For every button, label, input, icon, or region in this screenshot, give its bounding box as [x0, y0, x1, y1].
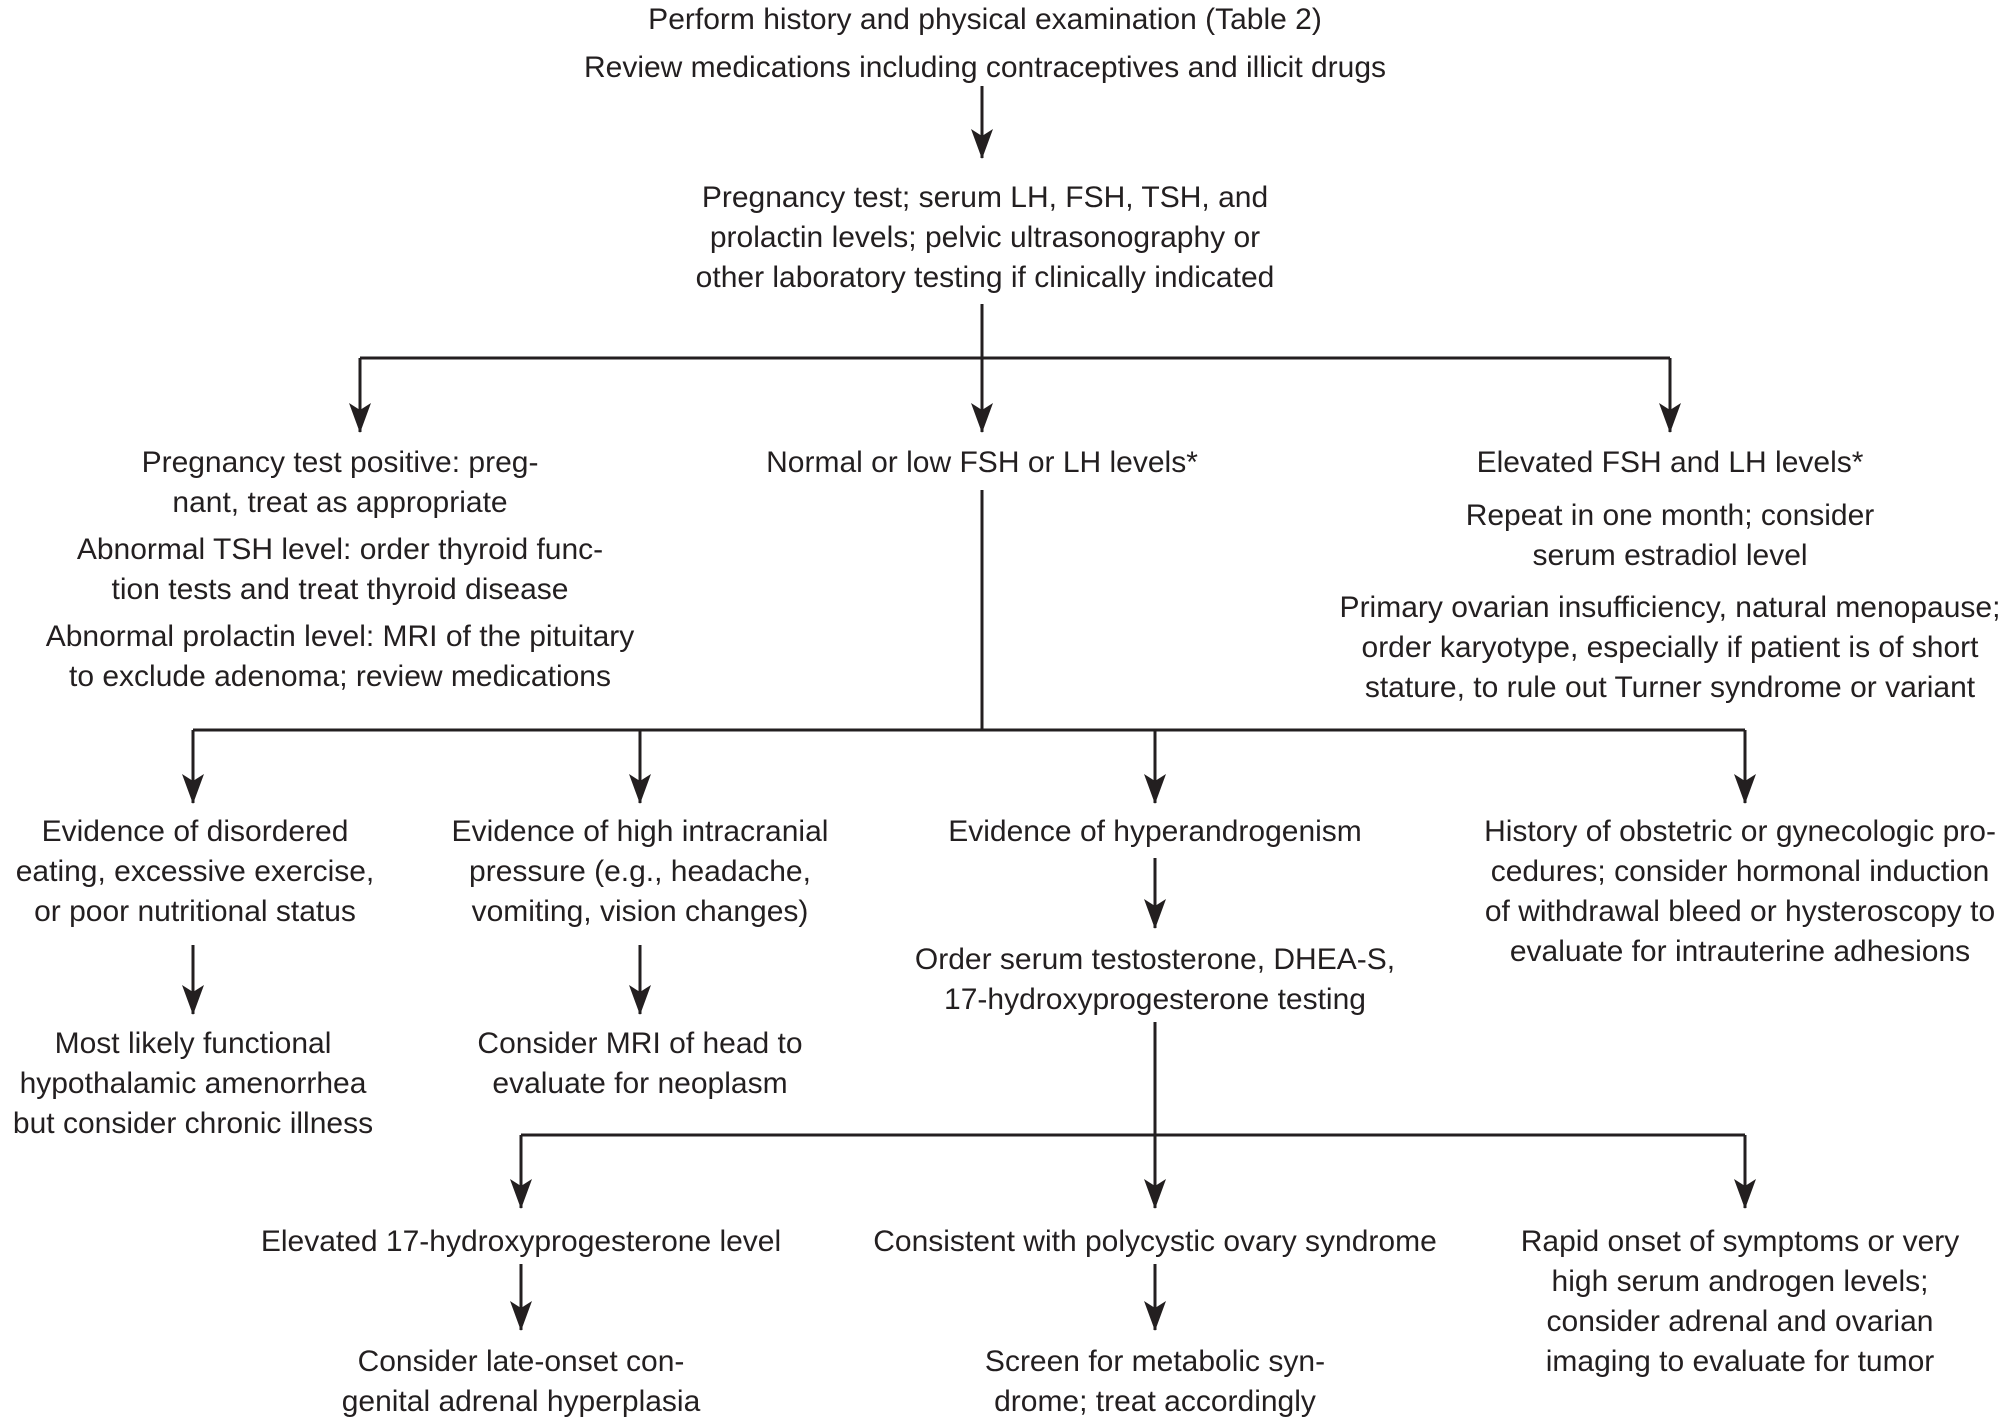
text-line: Pregnancy test; serum LH, FSH, TSH, and: [701, 181, 1269, 214]
text-line: stature, to rule out Turner syndrome or variant: [1364, 671, 1976, 704]
text-line: but consider chronic illness: [12, 1107, 374, 1140]
text-line: evaluate for intrauterine adhesions: [1509, 935, 1971, 968]
text-line: or poor nutritional status: [34, 895, 356, 928]
node-disordered-eating: [16, 812, 375, 932]
text-line: Abnormal TSH level: order thyroid func-: [76, 533, 604, 566]
text-line: Elevated FSH and LH levels*: [1476, 446, 1864, 479]
text-line: Rapid onset of symptoms or very: [1520, 1225, 1960, 1258]
text-line: Order serum testosterone, DHEA-S,: [914, 943, 1396, 976]
node-hyperandrogenism: [948, 812, 1362, 852]
node-rapid-onset: [1521, 1222, 1960, 1382]
node-review-medications: [584, 48, 1386, 88]
text-line: nant, treat as appropriate: [172, 486, 508, 519]
text-line: serum estradiol level: [1532, 539, 1808, 572]
text-line: Repeat in one month; consider: [1465, 499, 1875, 532]
text-line: high serum androgen levels;: [1551, 1265, 1929, 1298]
node-abnormal-tsh: [77, 530, 603, 610]
text-line: genital adrenal hyperplasia: [341, 1385, 701, 1418]
node-pcos: [873, 1222, 1437, 1262]
text-line: Pregnancy test positive: preg-: [141, 446, 539, 479]
text-line: to exclude adenoma; review medications: [69, 660, 611, 693]
text-line: Consider MRI of head to: [477, 1027, 803, 1060]
text-line: of withdrawal bleed or hysteroscopy to: [1484, 895, 1996, 928]
text-line: Primary ovarian insufficiency, natural menopause;: [1339, 591, 2001, 624]
text-line: Consistent with polycystic ovary syndrome: [873, 1225, 1437, 1258]
text-line: cedures; consider hormonal induction: [1490, 855, 1990, 888]
text-line: Perform history and physical examination (Table 2): [648, 3, 1322, 36]
text-line: hypothalamic amenorrhea: [19, 1067, 367, 1100]
text-line: pressure (e.g., headache,: [469, 855, 811, 888]
text-line: prolactin levels; pelvic ultrasonography or: [709, 221, 1261, 254]
text-line: 17-hydroxyprogesterone testing: [944, 983, 1366, 1016]
text-line: Screen for metabolic syn-: [984, 1345, 1326, 1378]
text-line: Evidence of high intracranial: [451, 815, 829, 848]
node-elevated-17ohp: [261, 1222, 781, 1262]
text-line: evaluate for neoplasm: [492, 1067, 788, 1100]
node-intracranial-pressure: [452, 812, 829, 932]
text-line: imaging to evaluate for tumor: [1545, 1345, 1935, 1378]
node-initial-workup: [696, 178, 1275, 298]
text-line: eating, excessive exercise,: [15, 855, 375, 888]
text-line: Normal or low FSH or LH levels*: [766, 446, 1198, 479]
node-mri-head: [477, 1024, 802, 1104]
text-line: Consider late-onset con-: [357, 1345, 685, 1378]
text-line: Evidence of hyperandrogenism: [948, 815, 1362, 848]
text-line: tion tests and treat thyroid disease: [111, 573, 569, 606]
node-pregnancy-positive: [142, 443, 539, 523]
text-line: other laboratory testing if clinically indicated: [695, 261, 1275, 294]
text-line: History of obstetric or gynecologic pro-: [1484, 815, 1996, 848]
node-metabolic-screen: [985, 1342, 1325, 1419]
text-line: Most likely functional: [54, 1027, 332, 1060]
text-line: Elevated 17-hydroxyprogesterone level: [260, 1225, 782, 1258]
node-abnormal-prolactin: [46, 617, 635, 697]
text-line: Review medications including contraceptives and illicit drugs: [583, 51, 1387, 84]
node-elevated-fsh-lh: [1477, 443, 1864, 483]
text-line: order karyotype, especially if patient is of short: [1361, 631, 1979, 664]
node-normal-low-fsh-lh: [766, 443, 1198, 483]
text-line: consider adrenal and ovarian: [1546, 1305, 1934, 1338]
node-functional-hypothalamic: [13, 1024, 373, 1144]
text-line: vomiting, vision changes): [471, 895, 809, 928]
text-line: Abnormal prolactin level: MRI of the pituitary: [45, 620, 635, 653]
text-line: drome; treat accordingly: [994, 1385, 1316, 1418]
text-line: Evidence of disordered: [41, 815, 349, 848]
node-late-onset-cah: [342, 1342, 701, 1419]
node-primary-ovarian-insufficiency: [1340, 588, 2001, 708]
node-repeat-one-month: [1466, 496, 1875, 576]
node-obstetric-history: [1484, 812, 1996, 972]
node-order-testosterone: [915, 940, 1395, 1020]
node-history-exam: [648, 0, 1322, 40]
